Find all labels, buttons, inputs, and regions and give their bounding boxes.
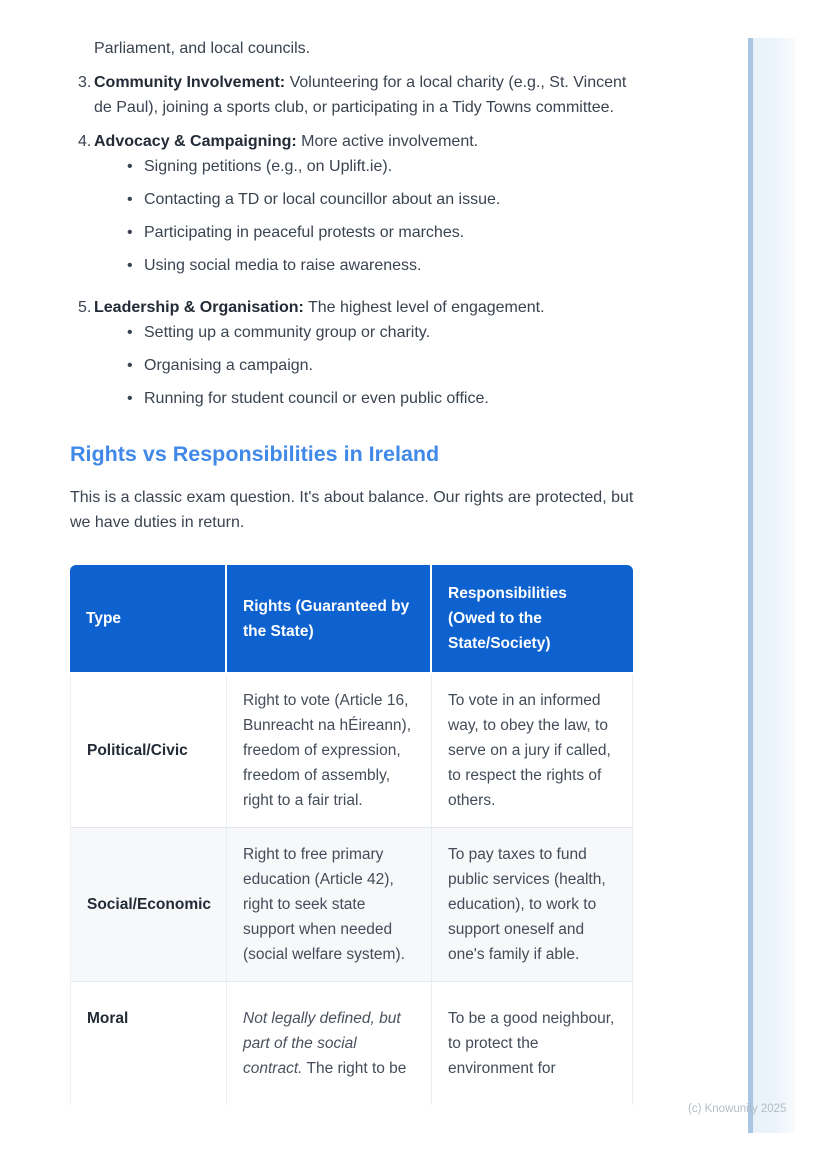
table-header-type: Type <box>70 565 227 674</box>
bullet-icon: • <box>127 324 133 341</box>
list-item-number: 4. <box>78 133 92 150</box>
bullet-text: Signing petitions (e.g., on Uplift.ie). <box>144 158 393 175</box>
list-item-number: 5. <box>78 299 92 316</box>
bullet-text: Organising a campaign. <box>144 357 313 374</box>
bullet-item <box>94 187 636 212</box>
bullet-icon: • <box>127 224 133 241</box>
bullet-icon: • <box>127 158 133 175</box>
list-item-lead: Community Involvement: <box>94 74 286 91</box>
list-item-4 <box>70 129 636 286</box>
bullet-icon: • <box>127 357 133 374</box>
section-heading: Rights vs Responsibilities in Ireland <box>70 442 440 466</box>
list-item-lead: Leadership & Organisation: <box>94 299 304 316</box>
cell-rights-rest: The right to be <box>302 1060 407 1077</box>
bullet-icon: • <box>127 191 133 208</box>
list-item-lead: Advocacy & Campaigning: <box>94 133 297 150</box>
bullet-icon: • <box>127 390 133 407</box>
cell-type: Moral <box>70 982 227 1105</box>
bullet-item <box>94 253 636 278</box>
cell-rights: Right to vote (Article 16, Bunreacht na hÉireann), freedom of expression, freedom of assembly, right to a fair trial. <box>227 674 432 828</box>
section-intro-paragraph: This is a classic exam question. It's about balance. Our rights are protected, but we have duties in return. <box>70 489 634 531</box>
page-edge-strip <box>748 38 795 1133</box>
cell-responsibilities: To pay taxes to fund public services (health, education), to work to support oneself and one's family if able. <box>432 828 633 982</box>
bullet-item <box>94 386 636 411</box>
bullet-text: Running for student council or even public office. <box>144 390 489 407</box>
cell-rights <box>227 982 432 1105</box>
document-content <box>70 36 636 1105</box>
table-row-moral <box>70 982 633 1105</box>
cell-rights-italic: Not legally defined, but part of the social contract. <box>243 1010 401 1077</box>
cell-rights: Right to free primary education (Article 42), right to seek state support when needed (social welfare system). <box>227 828 432 982</box>
bullet-list <box>94 154 636 286</box>
bullet-item <box>94 353 636 378</box>
table-header-rights: Rights (Guaranteed by the State) <box>227 565 432 674</box>
cell-responsibilities: To vote in an informed way, to obey the law, to serve on a jury if called, to respect the rights of others. <box>432 674 633 828</box>
bullet-text: Setting up a community group or charity. <box>144 324 431 341</box>
copyright-watermark: (c) Knowunity 2025 <box>688 1103 787 1115</box>
list-continuation-line: Parliament, and local councils. <box>94 40 311 57</box>
list-item-5 <box>70 295 636 419</box>
cell-type: Political/Civic <box>70 674 227 828</box>
bullet-text: Contacting a TD or local councillor about an issue. <box>144 191 501 208</box>
bullet-icon: • <box>127 257 133 274</box>
list-item-text: The highest level of engagement. <box>303 299 545 316</box>
cell-responsibilities: To be a good neighbour, to protect the environment for <box>432 982 633 1105</box>
rights-responsibilities-table <box>70 565 633 1105</box>
table-header-responsibilities: Responsibilities (Owed to the State/Society) <box>432 565 633 674</box>
bullet-text: Participating in peaceful protests or marches. <box>144 224 465 241</box>
table-header-row <box>70 565 633 674</box>
table-row-political-civic <box>70 674 633 828</box>
bullet-list <box>94 320 636 419</box>
bullet-item <box>94 154 636 179</box>
list-item-text: More active involvement. <box>296 133 479 150</box>
table-row-social-economic <box>70 828 633 982</box>
list-item-number: 3. <box>78 74 92 91</box>
cell-type: Social/Economic <box>70 828 227 982</box>
bullet-item <box>94 320 636 345</box>
list-item-3 <box>70 70 636 120</box>
bullet-item <box>94 220 636 245</box>
list-item-text: Volunteering for a local charity (e.g., St. Vincent de Paul), joining a sports club, or participating in a Tidy Towns committee. <box>94 74 627 116</box>
bullet-text: Using social media to raise awareness. <box>144 257 422 274</box>
